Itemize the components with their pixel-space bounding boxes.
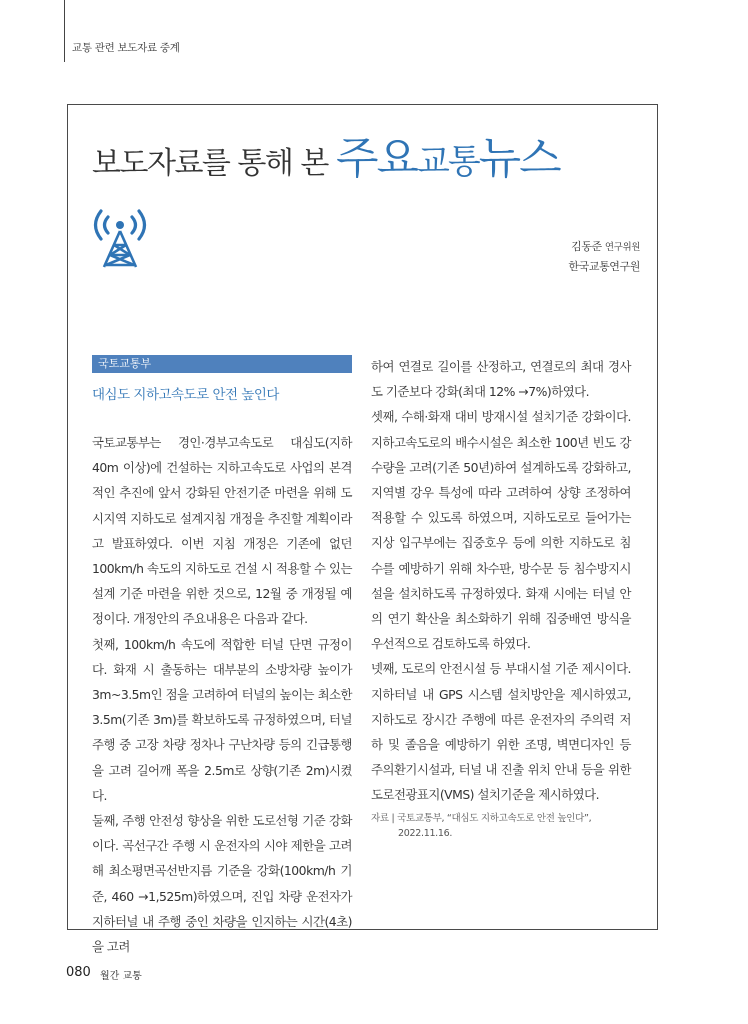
source-citation bbox=[371, 811, 637, 841]
section-label: 교통 관련 보도자료 중계 bbox=[72, 42, 180, 54]
ministry-tag: 국토교통부 bbox=[92, 355, 352, 373]
paragraph: 국토교통부는 경인·경부고속도로 대심도(지하 40m 이상)에 건설하는 지하고속도로 사업의 본격적인 추진에 앞서 강화된 안전기준 마련을 위해 도시지역 지하도로 설계지침 개정을 추진할 계획이라고 발표하였다. 이번 지침 개정은 기존에 없던 100km/h 속도의 지하도로 건설 시 적용할 수 있는 설계 기준 마련을 위한 것으로, 12월 중 개정될 예정이다. 개정안의 주요내용은 다음과 같다. bbox=[92, 435, 352, 627]
author-role: 연구위원 bbox=[604, 242, 640, 253]
article-left-column bbox=[92, 430, 352, 959]
title-prefix: 보도자료를 통해 본 bbox=[92, 146, 336, 181]
paragraph: 셋째, 수해·화재 대비 방재시설 설치기준 강화이다. 지하고속도로의 배수시설은 최소한 100년 빈도 강수량을 고려(기존 50년)하여 설계하도록 강화하고, 지역별 강우 특성에 따라 고려하여 상향 조정하여 적용할 수 있도록 하였으며, 지하도로로 들어가는 지상 입구부에는 집중호우 등에 의한 지하도로 침수를 예방하기 위해 차수판, 방수문 등 침수방지시설을 설치하도록 규정하였다. 화재 시에는 터널 안의 연기 확산을 최소화하기 위해 집중배연 방식을 우선적으로 검토하도록 하였다. bbox=[371, 409, 631, 652]
author-org: 한국교통연구원 bbox=[568, 260, 640, 273]
paragraph: 첫째, 100km/h 속도에 적합한 터널 단면 규정이다. 화재 시 출동하는 대부분의 소방차량 높이가 3m~3.5m인 점을 고려하여 터널의 높이는 최소한 3.5m(기존 3m)를 확보하도록 규정하였으며, 터널 주행 중 고장 차량 정차나 구난차량 등의 긴급통행을 고려 길어깨 폭을 2.5m로 상향(기존 2m)시켰다. bbox=[92, 636, 352, 803]
paragraph: 둘째, 주행 안전성 향상을 위한 도로선형 기준 강화이다. 곡선구간 주행 시 운전자의 시야 제한을 고려해 최소평면곡선반지름 기준을 강화(100km/h 기준, 460 →1,525m)하였으며, 진입 차량 운전자가 지하터널 내 주행 중인 차량을 인지하는 시간(4초)을 고려 bbox=[92, 813, 352, 955]
author-block bbox=[568, 237, 640, 276]
magazine-name: 월간 교통 bbox=[100, 971, 142, 982]
title-part-news: 뉴스 bbox=[478, 133, 560, 184]
page-number: 080 bbox=[66, 965, 91, 980]
article-subheading: 대심도 지하고속도로 안전 높인다 bbox=[92, 387, 279, 403]
author-name: 김동준 bbox=[571, 240, 602, 253]
source-line-2: 2022.11.16. bbox=[398, 828, 453, 839]
broadcast-tower-icon bbox=[88, 205, 152, 271]
source-line-1: 자료 | 국토교통부, “대심도 지하고속도로 안전 높인다”, bbox=[371, 813, 592, 824]
title-part-main: 주요 bbox=[335, 133, 417, 184]
page-title bbox=[92, 122, 560, 192]
paragraph: 넷째, 도로의 안전시설 등 부대시설 기준 제시이다. 지하터널 내 GPS 시스템 설치방안을 제시하였고, 지하도로 장시간 주행에 따른 운전자의 주의력 저하 및 졸음을 예방하기 위한 조명, 벽면디자인 등 주의환기시설과, 터널 내 진출 위치 안내 등을 위한 도로전광표지(VMS) 설치기준을 제시하였다. bbox=[371, 661, 631, 803]
title-part-traffic: 교통 bbox=[416, 142, 479, 182]
paragraph: 하여 연결로 길이를 산정하고, 연결로의 최대 경사도 기준보다 강화(최대 12% →7%)하였다. bbox=[371, 359, 631, 400]
article-right-column bbox=[371, 354, 631, 808]
top-vertical-rule bbox=[64, 0, 65, 62]
